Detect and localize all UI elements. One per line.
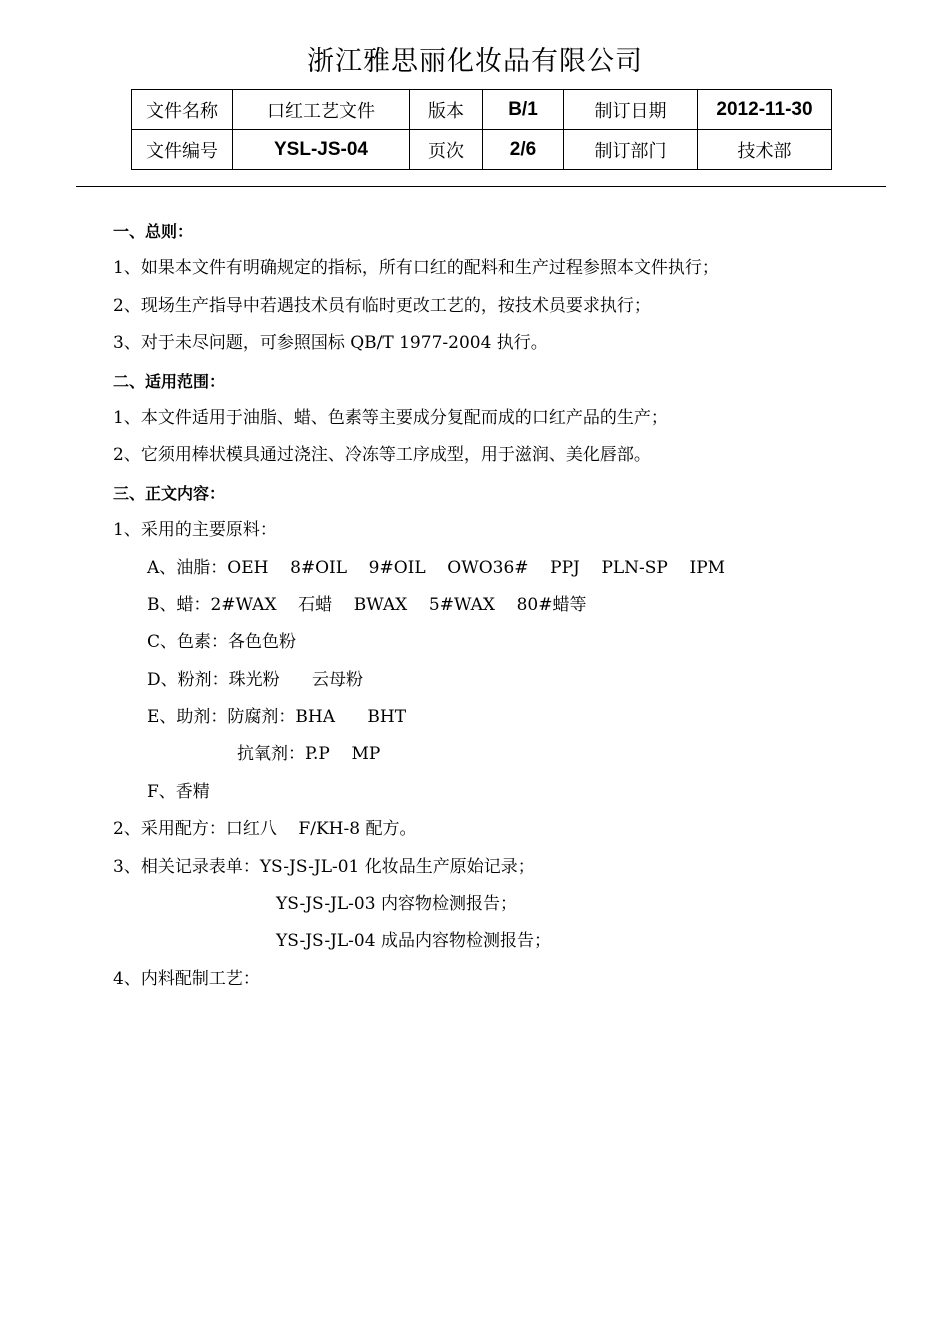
general-item-2: 2、现场生产指导中若遇技术员有临时更改工艺的，按技术员要求执行； [113,295,651,316]
record-item-1: YS-JS-JL-03 内容物检测报告； [276,894,517,915]
material-pigment: C、色素：各色色粉 [147,632,297,653]
records-title: 3、相关记录表单：YS-JS-JL-01 化妆品生产原始记录； [113,856,535,877]
document-body [113,213,893,998]
label-file-number: 文件编号 [132,130,233,170]
materials-title: 1、采用的主要原料： [113,520,277,541]
value-page: 2/6 [483,130,564,170]
general-item-3: 3、对于未尽问题，可参照国标 QB/T 1977-2004 执行。 [113,333,548,354]
value-file-number: YSL-JS-04 [233,130,410,170]
value-file-name: 口红工艺文件 [233,90,410,130]
material-additives: E、助剂：防腐剂：BHA BHT [147,707,407,728]
material-powder: D、粉剂：珠光粉 云母粉 [147,669,364,690]
material-oils: A、油脂：OEH 8#OIL 9#OIL OWO36# PPJ PLN-SP IPM [147,557,726,578]
header-divider [76,186,886,187]
section-heading-content: 三、正文内容： [113,483,226,503]
general-item-1: 1、如果本文件有明确规定的指标，所有口红的配料和生产过程参照本文件执行； [113,258,719,279]
label-page: 页次 [410,130,483,170]
section-heading-general: 一、总则： [113,222,194,241]
scope-item-2: 2、它须用棒状模具通过浇注、冷冻等工序成型，用于滋润、美化唇部。 [113,445,651,466]
value-department: 技术部 [698,130,832,170]
document-header-table [131,89,832,170]
company-title: 浙江雅思丽化妆品有限公司 [307,46,643,77]
material-fragrance: F、香精 [147,781,210,802]
label-version: 版本 [410,90,483,130]
table-row [132,130,832,170]
material-antioxidant: 抗氧剂：P.P MP [237,744,381,765]
label-department: 制订部门 [564,130,698,170]
value-version: B/1 [483,90,564,130]
label-file-name: 文件名称 [132,90,233,130]
label-date: 制订日期 [564,90,698,130]
scope-item-1: 1、本文件适用于油脂、蜡、色素等主要成分复配而成的口红产品的生产； [113,407,668,428]
material-wax: B、蜡：2#WAX 石蜡 BWAX 5#WAX 80#蜡等 [147,594,587,615]
process-title: 4、内料配制工艺： [113,968,260,989]
table-row [132,90,832,130]
value-date: 2012-11-30 [698,90,832,130]
formula-line: 2、采用配方：口红八 F/KH-8 配方。 [113,819,417,840]
section-heading-scope: 二、适用范围： [113,371,226,391]
record-item-2: YS-JS-JL-04 成品内容物检测报告； [276,931,551,952]
